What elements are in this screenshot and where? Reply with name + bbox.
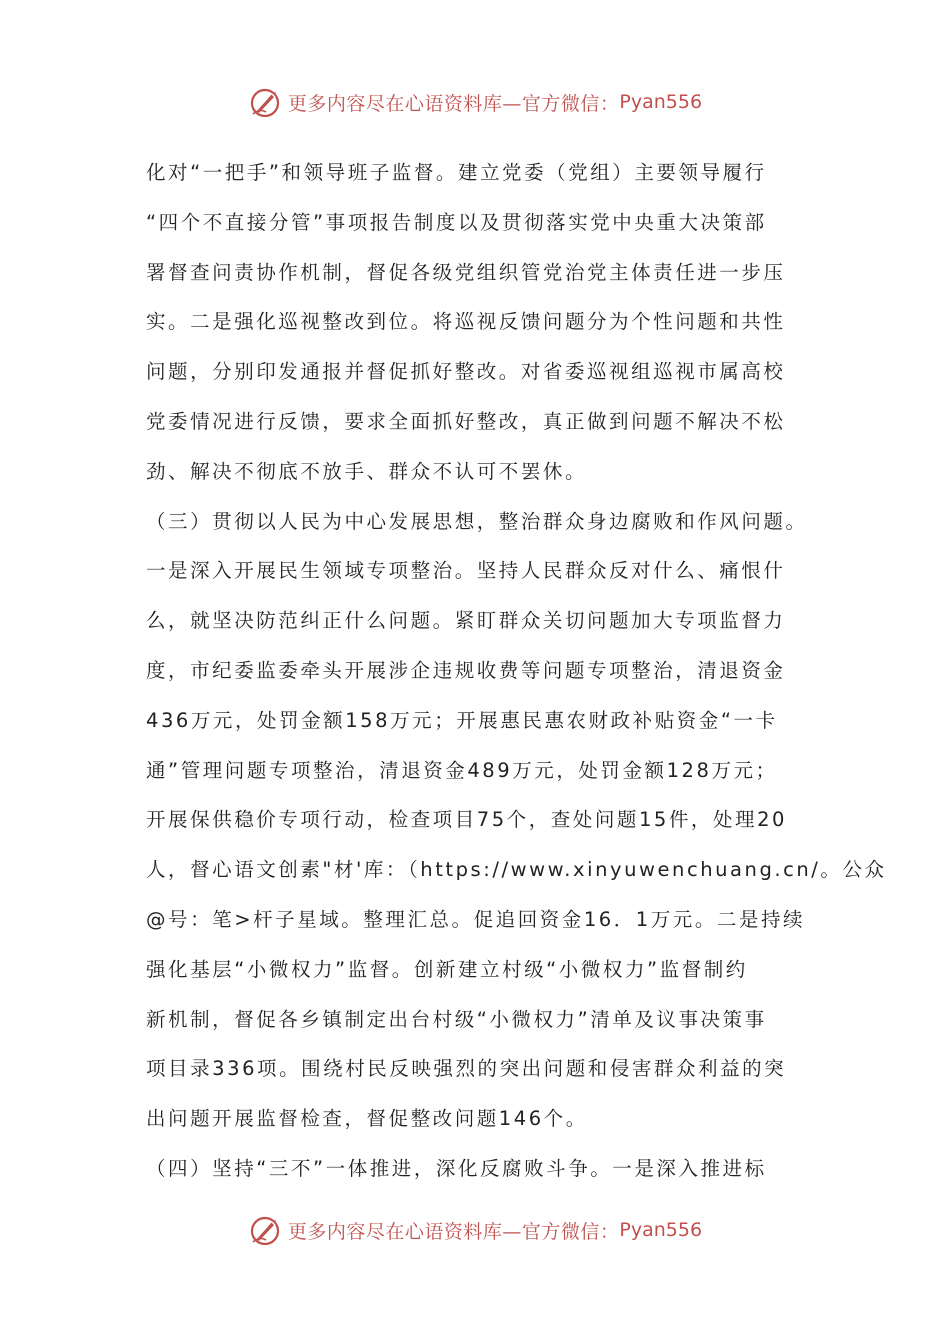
- body-line: 问题，分别印发通报并督促抓好整改。对省委巡视组巡视市属高校: [146, 360, 786, 384]
- pen-logo-icon: [248, 1212, 284, 1248]
- body-line: 通”管理问题专项整治，清退资金489万元，处罚金额128万元；: [146, 758, 778, 782]
- section-heading-line: （三）贯彻以人民为中心发展思想，整治群众身边腐败和作风问题。: [146, 509, 808, 533]
- body-line: 项目录336项。围绕村民反映强烈的突出问题和侵害群众利益的突: [146, 1057, 787, 1081]
- pen-logo-icon: [248, 84, 284, 120]
- body-line: 实。二是强化巡视整改到位。将巡视反馈问题分为个性问题和共性: [146, 310, 786, 334]
- body-line: 党委情况进行反馈，要求全面抓好整改，真正做到问题不解决不松: [146, 409, 786, 433]
- header-wechat-id: Pyan556: [619, 91, 703, 113]
- footer-text: 更多内容尽在心语资料库—官方微信：: [287, 1220, 620, 1243]
- footer-wechat-id: Pyan556: [619, 1219, 703, 1241]
- body-line: 新机制，督促各乡镇制定出台村级“小微权力”清单及议事决策事: [146, 1007, 767, 1031]
- body-line: @号：笔>杆子星域。整理汇总。促追回资金16．1万元。二是持续: [146, 907, 806, 931]
- body-line: 度，市纪委监委牵头开展涉企违规收费等问题专项整治，清退资金: [146, 658, 786, 682]
- body-line: 化对“一把手”和领导班子监督。建立党委（党组）主要领导履行: [146, 161, 767, 184]
- body-line: 436万元，处罚金额158万元；开展惠民惠农财政补贴资金“一卡: [146, 708, 778, 732]
- body-line: 人，督心语文创素"材'库：（https://www.xinyuwenchuang.cn/。公众: [146, 858, 887, 882]
- footer-banner: [0, 1208, 950, 1252]
- header-text: 更多内容尽在心语资料库—官方微信：: [287, 92, 620, 115]
- body-line: 出问题开展监督检查，督促整改问题146个。: [146, 1107, 588, 1131]
- header-banner: [0, 80, 950, 124]
- body-line: 强化基层“小微权力”监督。创新建立村级“小微权力”监督制约: [146, 957, 748, 981]
- body-line: 开展保供稳价专项行动，检查项目75个，查处问题15件，处理20: [146, 808, 787, 832]
- section-heading-line: （四）坚持“三不”一体推进，深化反腐败斗争。一是深入推进标: [146, 1156, 767, 1180]
- body-line: 劲、解决不彻底不放手、群众不认可不罢休。: [146, 459, 588, 483]
- body-line: 署督查问责协作机制，督促各级党组织管党治党主体责任进一步压: [146, 260, 786, 284]
- body-line: 一是深入开展民生领域专项整治。坚持人民群众反对什么、痛恨什: [146, 559, 786, 583]
- body-line: 么，就坚决防范纠正什么问题。紧盯群众关切问题加大专项监督力: [146, 609, 786, 633]
- document-body: [146, 148, 887, 1194]
- body-line: “四个不直接分管”事项报告制度以及贯彻落实党中央重大决策部: [146, 210, 767, 234]
